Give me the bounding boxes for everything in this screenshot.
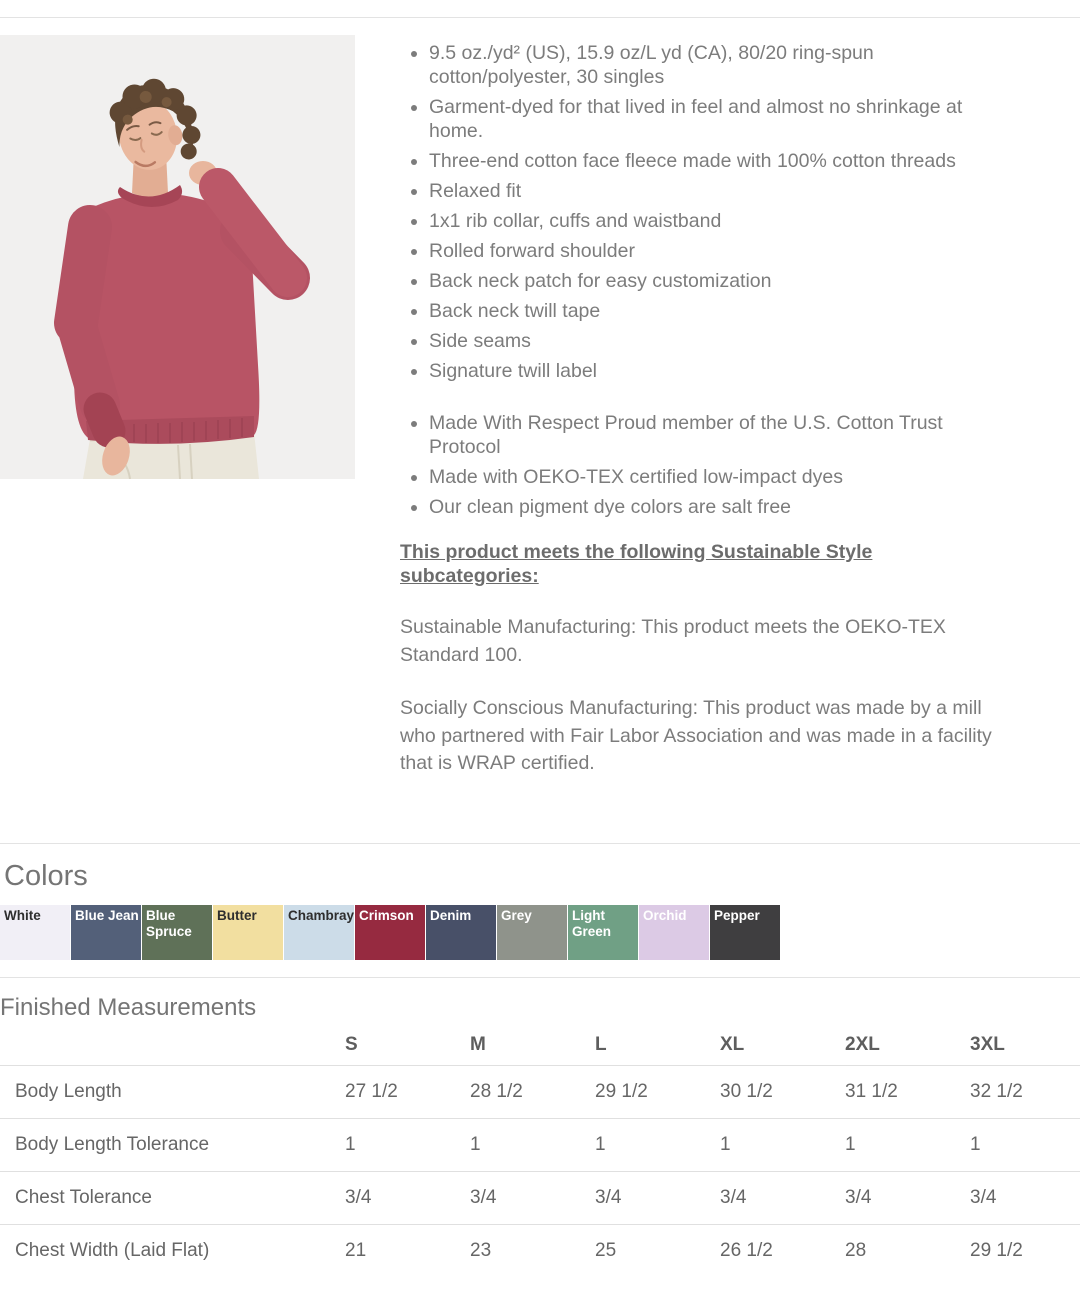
size-column-header: 2XL bbox=[845, 1026, 970, 1065]
measurement-value: 21 bbox=[345, 1239, 367, 1261]
sustainability-list bbox=[400, 411, 1000, 519]
size-header-empty-cell bbox=[0, 1026, 345, 1065]
feature-item: • Garment-dyed for that lived in feel and almost no shrinkage at home. bbox=[429, 95, 1000, 143]
sustainable-style-heading: This product meets the following Sustainable Style subcategories: bbox=[400, 541, 873, 587]
color-swatch-denim[interactable] bbox=[426, 905, 496, 960]
measurement-row bbox=[0, 1118, 1080, 1171]
measurement-value: 27 1/2 bbox=[345, 1065, 470, 1118]
product-details bbox=[400, 35, 1000, 843]
measurement-value: 3/4 bbox=[720, 1171, 845, 1224]
measurement-value: 26 1/2 bbox=[720, 1239, 773, 1261]
colors-section bbox=[0, 844, 1080, 977]
feature-item: • Back neck twill tape bbox=[429, 299, 1000, 323]
color-swatch-light-green[interactable] bbox=[568, 905, 638, 960]
measurement-value: 1 bbox=[970, 1118, 1080, 1171]
color-swatch-label: Grey bbox=[501, 908, 532, 923]
size-column-header: M bbox=[470, 1026, 595, 1065]
color-swatch-label: Crimson bbox=[359, 908, 414, 923]
color-swatch-label: White bbox=[4, 908, 41, 923]
measurement-value: 28 bbox=[845, 1239, 867, 1261]
sustainability-item: • Our clean pigment dye colors are salt free bbox=[429, 495, 1000, 519]
color-swatch-crimson[interactable] bbox=[355, 905, 425, 960]
color-swatch-orchid[interactable] bbox=[639, 905, 709, 960]
measurement-value: 1 bbox=[720, 1118, 845, 1171]
color-swatches bbox=[0, 905, 1080, 960]
product-photo bbox=[0, 35, 355, 479]
measurement-value: 3/4 bbox=[595, 1171, 720, 1224]
color-swatch-label: Light Green bbox=[572, 908, 612, 939]
feature-item: • Three-end cotton face fleece made with 100% cotton threads bbox=[429, 149, 1000, 173]
measurement-row-label: Body Length bbox=[0, 1065, 345, 1118]
measurement-value: 1 bbox=[595, 1118, 720, 1171]
features-list bbox=[400, 41, 1000, 383]
sustainability-item: • Made with OEKO-TEX certified low-impact dyes bbox=[429, 465, 1000, 489]
measurement-value: 3/4 bbox=[345, 1171, 470, 1224]
measurement-value: 1 bbox=[470, 1118, 595, 1171]
color-swatch-white[interactable] bbox=[0, 905, 70, 960]
measurement-value: 3/4 bbox=[845, 1171, 970, 1224]
color-swatch-label: Blue Jean bbox=[75, 908, 139, 923]
measurement-value: 29 1/2 bbox=[970, 1239, 1023, 1261]
measurements-table bbox=[0, 1026, 1080, 1277]
size-column-header: L bbox=[595, 1026, 720, 1065]
feature-item: • 9.5 oz./yd² (US), 15.9 oz/L yd (CA), 80/20 ring-spun cotton/polyester, 30 singles bbox=[429, 41, 1000, 89]
measurement-value: 1 bbox=[345, 1118, 470, 1171]
measurements-title: Finished Measurements bbox=[0, 994, 257, 1021]
measurement-value: 25 bbox=[595, 1239, 617, 1261]
sustainability-paragraph: Socially Conscious Manufacturing: This product was made by a mill who partnered with Fair Labor Association and was made in a facility that is WRAP certified. bbox=[400, 697, 992, 774]
feature-item: • Rolled forward shoulder bbox=[429, 239, 1000, 263]
measurement-value: 30 1/2 bbox=[720, 1065, 845, 1118]
measurement-value: 3/4 bbox=[470, 1171, 595, 1224]
color-swatch-label: Butter bbox=[217, 908, 257, 923]
measurement-value: 1 bbox=[845, 1118, 970, 1171]
sustainability-paragraphs bbox=[400, 614, 1000, 778]
measurement-value: 32 1/2 bbox=[970, 1065, 1080, 1118]
color-swatch-pepper[interactable] bbox=[710, 905, 780, 960]
measurement-row bbox=[0, 1171, 1080, 1224]
color-swatch-label: Denim bbox=[430, 908, 472, 923]
measurement-value: 28 1/2 bbox=[470, 1065, 595, 1118]
color-swatch-label: Chambray bbox=[288, 908, 354, 923]
color-swatch-butter[interactable] bbox=[213, 905, 283, 960]
measurement-value: 3/4 bbox=[970, 1171, 1080, 1224]
model-photo-illustration bbox=[0, 35, 355, 479]
color-swatch-label: Orchid bbox=[643, 908, 687, 923]
size-column-header: S bbox=[345, 1026, 470, 1065]
measurements-section bbox=[0, 978, 1080, 1277]
size-header-row bbox=[0, 1026, 1080, 1065]
feature-item: • 1x1 rib collar, cuffs and waistband bbox=[429, 209, 1000, 233]
color-swatch-label: Pepper bbox=[714, 908, 760, 923]
sustainability-paragraph: Sustainable Manufacturing: This product meets the OEKO-TEX Standard 100. bbox=[400, 616, 946, 666]
color-swatch-chambray[interactable] bbox=[284, 905, 354, 960]
size-column-header: 3XL bbox=[970, 1026, 1080, 1065]
color-swatch-blue-spruce[interactable] bbox=[142, 905, 212, 960]
color-swatch-blue-jean[interactable] bbox=[71, 905, 141, 960]
measurement-row-label: Chest Width (Laid Flat) bbox=[15, 1239, 210, 1261]
measurement-row bbox=[0, 1224, 1080, 1277]
measurement-row bbox=[0, 1065, 1080, 1118]
sustainability-item: • Made With Respect Proud member of the U.S. Cotton Trust Protocol bbox=[429, 411, 1000, 459]
product-section bbox=[0, 18, 1080, 843]
measurement-row-label: Chest Tolerance bbox=[0, 1171, 345, 1224]
measurements-table-body bbox=[0, 1065, 1080, 1277]
size-column-header: XL bbox=[720, 1026, 845, 1065]
feature-item: • Relaxed fit bbox=[429, 179, 1000, 203]
color-swatch-grey[interactable] bbox=[497, 905, 567, 960]
measurement-value: 23 bbox=[470, 1239, 492, 1261]
colors-title: Colors bbox=[4, 860, 88, 892]
feature-item: • Side seams bbox=[429, 329, 1000, 353]
measurement-value: 31 1/2 bbox=[845, 1065, 970, 1118]
measurement-row-label: Body Length Tolerance bbox=[0, 1118, 345, 1171]
color-swatch-label: Blue Spruce bbox=[146, 908, 192, 939]
measurement-value: 29 1/2 bbox=[595, 1065, 720, 1118]
feature-item: • Back neck patch for easy customization bbox=[429, 269, 1000, 293]
feature-item: • Signature twill label bbox=[429, 359, 1000, 383]
